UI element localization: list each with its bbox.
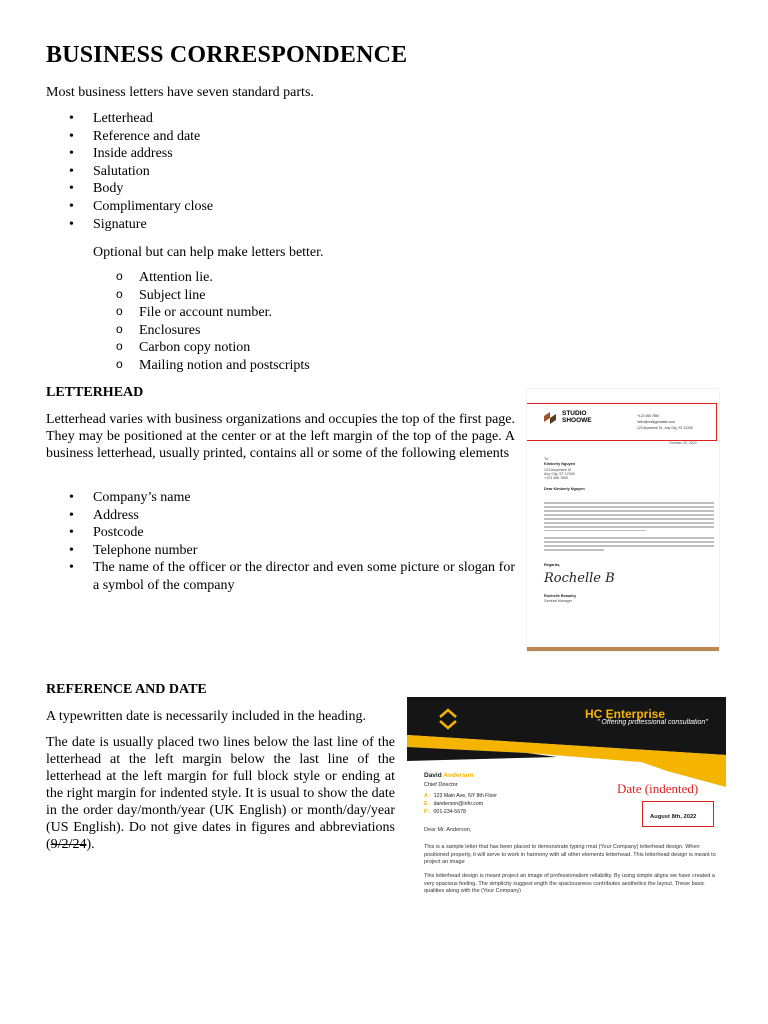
letter-body-2: This letterhead design is meant project an image of professionalism reliability. By using simple aligns we have created a very spacious feeling. The simplicity suggest ength the spaciousness contributes aesthetics the layout. These basic qualities along with the (Your Company)	[424, 873, 715, 895]
list-item: • Postcode	[46, 524, 515, 542]
hc-brand-name: HC Enterprise	[585, 707, 666, 721]
list-item: • Address	[46, 507, 515, 525]
hc-letterhead-sample-image	[407, 697, 726, 904]
sender-contact: A : 123 Main Ave, NY 8th Floor E : danderson@info.com P : 001-234-5678	[424, 793, 497, 815]
letter-greeting: Dear Mr. Anderson,	[424, 827, 472, 833]
list-item: o Enclosures	[116, 322, 310, 340]
hc-tagline: " Offering professional consultation"	[597, 719, 708, 726]
sender-name: David Anderson	[424, 772, 474, 779]
page-title: BUSINESS CORRESPONDENCE	[46, 42, 408, 68]
letterhead-elements-list	[46, 489, 515, 595]
letter-body-1: This is a sample letter that has been placed to demonstrate typing rmat (Your Company) letterhead design. When positioned properly, it will serve to work in harmony with all other elements letterhead. This letterhead design is meant to project an image	[424, 844, 716, 866]
optional-parts-list	[116, 269, 310, 375]
list-item: o Attention lie.	[116, 269, 310, 287]
date-indented-label: Date (indented)	[617, 781, 699, 796]
list-item: • Inside address	[46, 145, 213, 163]
hc-logo-icon	[437, 707, 459, 731]
list-item: o File or account number.	[116, 304, 310, 322]
letter-body-lines	[544, 502, 714, 534]
footer-bar	[527, 647, 719, 651]
list-item: • Reference and date	[46, 128, 213, 146]
list-item: • Complimentary close	[46, 198, 213, 216]
reference-date-heading: REFERENCE AND DATE	[46, 682, 207, 697]
contact-block: +123 456 7890 hello@reallygreatsite.com 123 Anywhere St., Any City, ST 12345	[637, 414, 693, 430]
list-item: o Mailing notion and postscripts	[116, 357, 310, 375]
list-item: o Carbon copy notion	[116, 339, 310, 357]
letterhead-paragraph: Letterhead varies with business organizations and occupies the top of the first page. They may be positioned at the center or at the left margin of the top of the page. A business letterhead, usually printed, contains all or some of the following elements	[46, 412, 515, 461]
list-item: • Body	[46, 180, 213, 198]
signer-title: General Manager	[544, 599, 572, 603]
letterhead-heading: LETTERHEAD	[46, 385, 144, 400]
letter-date: October 25, 2022	[669, 441, 697, 445]
list-item: • The name of the officer or the director and even some picture or slogan for a symbol of the company	[46, 559, 515, 594]
list-item: • Salutation	[46, 163, 213, 181]
struck-date-example: 9/2/24	[50, 837, 87, 852]
to-label: To:	[544, 457, 549, 461]
standard-parts-list	[46, 110, 213, 233]
letterhead-sample-image	[527, 389, 719, 651]
sender-role: Chief Director	[424, 782, 458, 788]
letterhead-highlight-box	[527, 403, 717, 441]
letter-body-lines	[544, 537, 714, 553]
letter-regards: Regards,	[544, 563, 561, 567]
list-item: o Subject line	[116, 287, 310, 305]
reference-para-2: The date is usually placed two lines below the last line of the letterhead at the left margin below the last line of the letterhead at the left margin for full block style or ending at the right margin for indented style. It is usual to show the date in the order day/month/year (UK English) or month/day/year (US English). Do not give dates in figures and abbreviations (9/2/24).	[46, 735, 395, 852]
list-item: • Company’s name	[46, 489, 515, 507]
list-item: • Letterhead	[46, 110, 213, 128]
brand-name: STUDIO SHOOWE	[562, 410, 592, 424]
signer-name: Rochelle Beaudry	[544, 594, 577, 598]
optional-intro: Optional but can help make letters better.	[93, 245, 324, 260]
letter-date: August 8th, 2022	[650, 814, 697, 820]
list-item: • Signature	[46, 216, 213, 234]
signature: Rochelle B	[544, 571, 615, 586]
intro-text: Most business letters have seven standard parts.	[46, 85, 314, 100]
letter-salutation: Dear Kimberly Nguyen	[544, 487, 585, 491]
recipient-name: Kimberly Nguyen	[544, 462, 576, 466]
reference-para-1: A typewritten date is necessarily included in the heading.	[46, 709, 366, 724]
list-item: • Telephone number	[46, 542, 515, 560]
recipient-address: 123 Anywhere St. Any City, ST 12345 +123 456 7890	[544, 468, 575, 481]
